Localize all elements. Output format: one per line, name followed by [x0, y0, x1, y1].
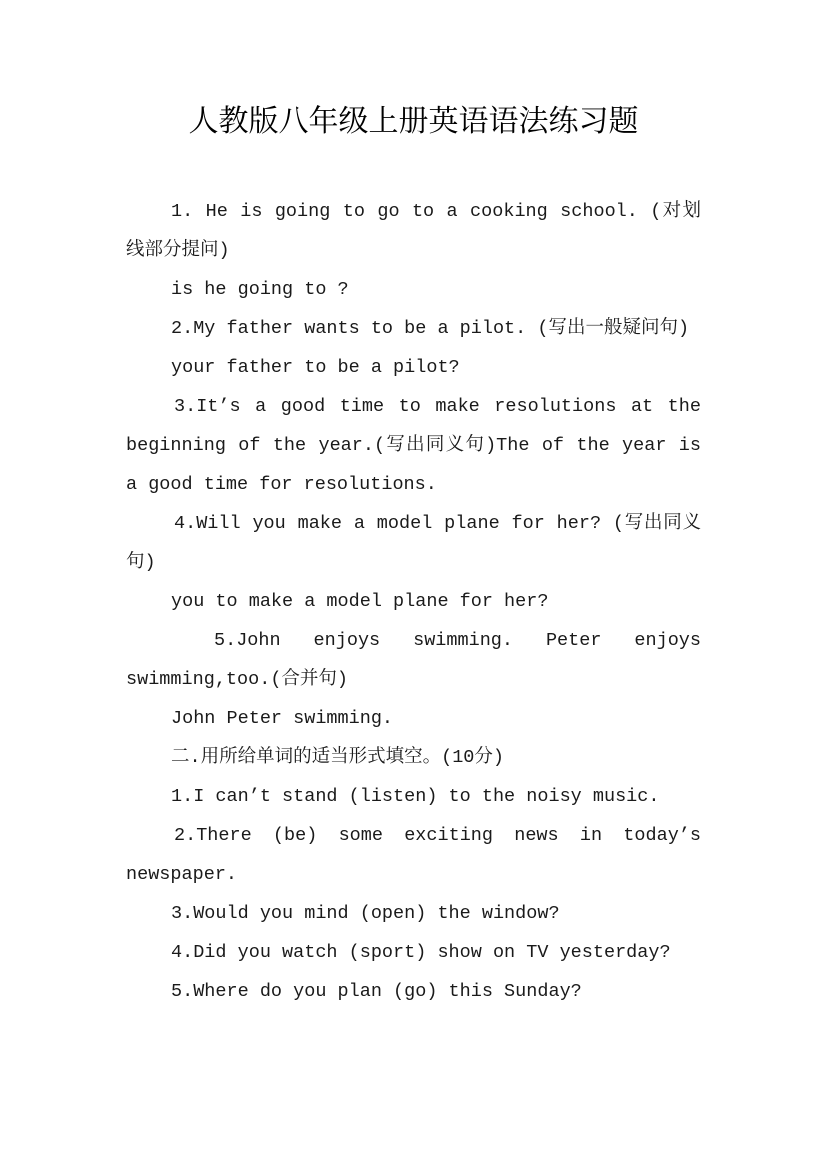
answer-line: is he going to ? — [171, 279, 349, 300]
answer-line: you to make a model plane for her? — [171, 591, 549, 612]
section-heading: 二.用所给单词的适当形式填空。(10分) — [171, 747, 505, 768]
exercise-item: 4.Did you watch (sport) show on TV yesterday? — [171, 942, 671, 963]
exercise-item: 1.I can’t stand (listen) to the noisy music. — [171, 786, 660, 807]
question-paragraph: 2.My father wants to be a pilot. (写出一般疑问句) — [171, 318, 690, 339]
exercise-item: 2.There (be) some exciting news in today’s newspaper. — [126, 825, 701, 885]
document-body — [126, 192, 701, 1011]
exercise-item: 3.Would you mind (open) the window? — [171, 903, 560, 924]
question-paragraph: 3.It’s a good time to make resolutions at the beginning of the year.(写出同义句)The of the year is a good time for resolutions. — [126, 396, 701, 495]
answer-line: John Peter swimming. — [171, 708, 394, 729]
document-title: 人教版八年级上册英语语法练习题 — [188, 104, 639, 139]
question-paragraph: 4.Will you make a model plane for her? (写出同义句) — [126, 513, 701, 573]
answer-line: your father to be a pilot? — [171, 357, 460, 378]
question-paragraph: 1. He is going to go to a cooking school. (对划线部分提问) — [126, 201, 701, 261]
exercise-item: 5.Where do you plan (go) this Sunday? — [171, 981, 582, 1002]
question-paragraph: 5.John enjoys swimming. Peter enjoys swimming,too.(合并句) — [126, 630, 701, 690]
